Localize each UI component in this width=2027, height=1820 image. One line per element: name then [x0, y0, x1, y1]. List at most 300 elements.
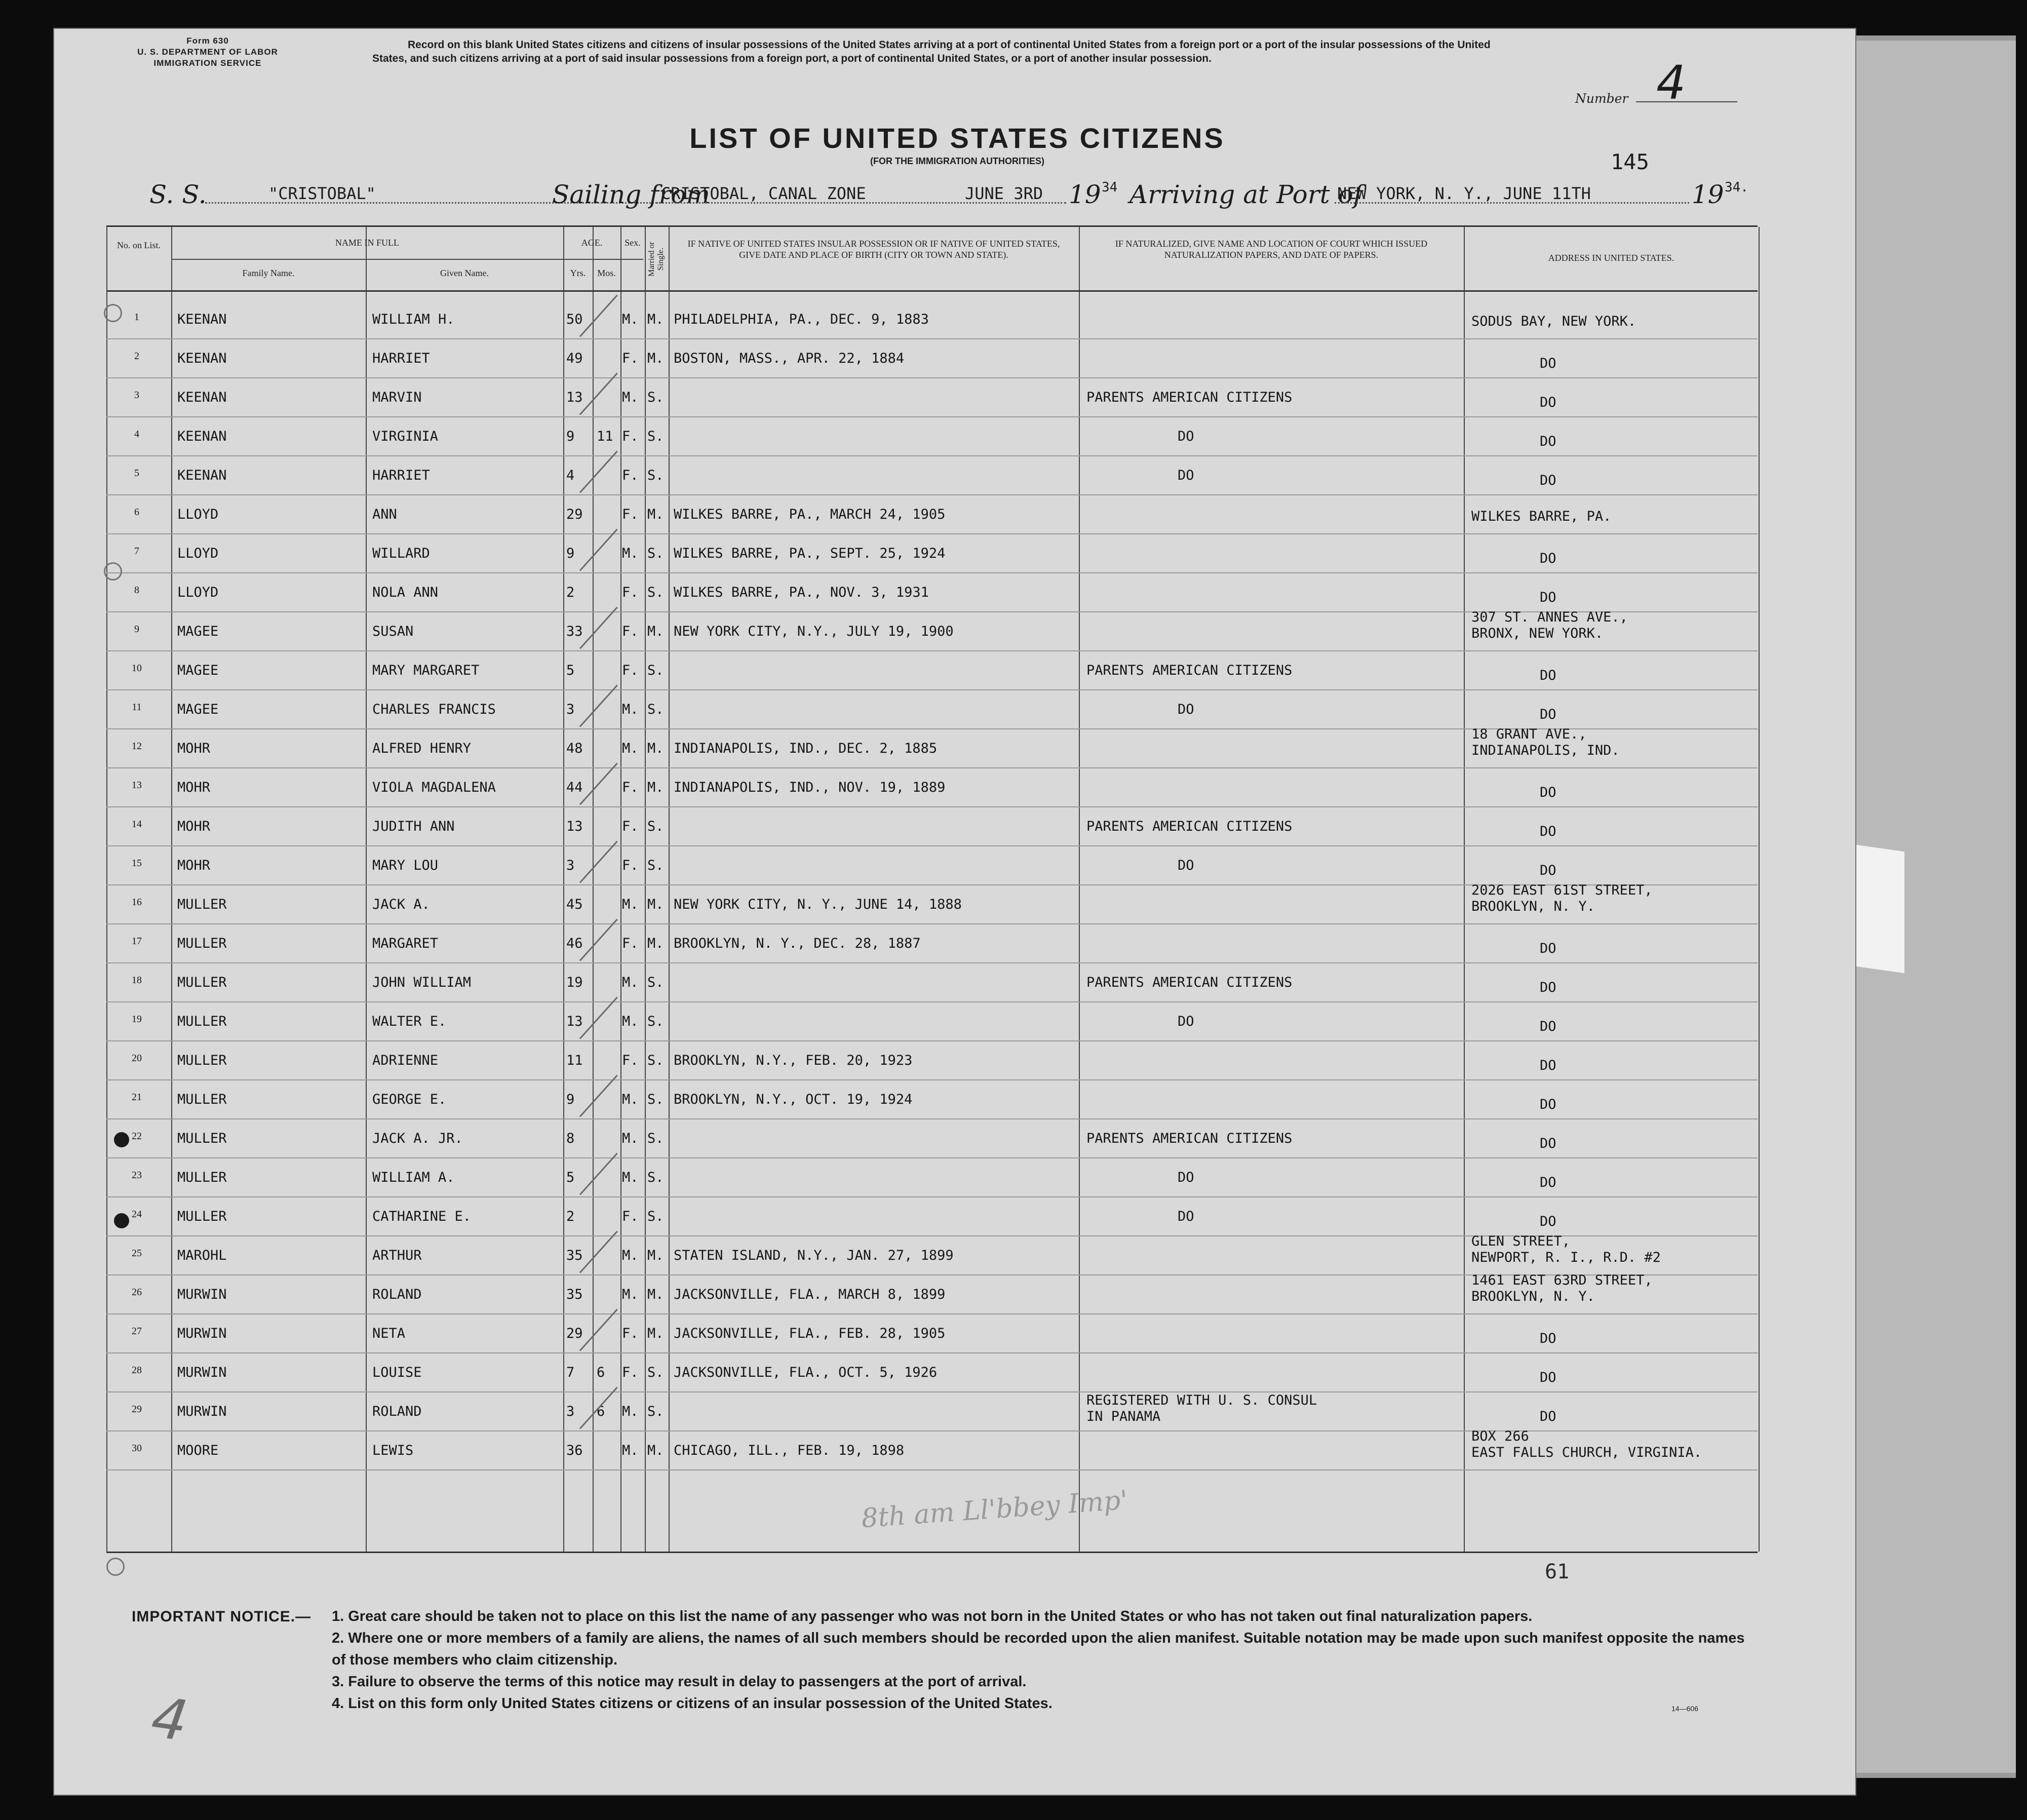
address-line-2: DO — [1540, 824, 1556, 839]
row-number: 15 — [132, 858, 142, 869]
given-name: SUSAN — [372, 624, 414, 639]
arrival-year: 34. — [1725, 180, 1748, 195]
footer-code: 14—606 — [1671, 1705, 1698, 1713]
sex: F. — [622, 1326, 639, 1341]
table-row — [106, 456, 1758, 495]
row-number: 4 — [134, 429, 139, 440]
age-years: 44 — [566, 780, 583, 795]
family-name: MULLER — [177, 1209, 227, 1224]
table-row — [106, 1041, 1758, 1080]
marital-status: S. — [647, 1131, 664, 1146]
sailing-year: 34 — [1102, 180, 1118, 195]
sex: M. — [622, 1404, 639, 1419]
sex: M. — [622, 1014, 639, 1029]
given-name: JUDITH ANN — [372, 819, 455, 834]
given-name: JACK A. — [372, 897, 430, 912]
given-name: WILLARD — [372, 546, 430, 561]
form-service: IMMIGRATION SERVICE — [153, 58, 262, 68]
given-name: CATHARINE E. — [372, 1209, 472, 1224]
row-number: 26 — [132, 1287, 142, 1298]
naturalization: REGISTERED WITH U. S. CONSUL — [1086, 1392, 1317, 1408]
naturalization-line-2: IN PANAMA — [1086, 1409, 1161, 1424]
sex: M. — [622, 1092, 639, 1107]
given-name: HARRIET — [372, 351, 430, 366]
row-number: 14 — [132, 819, 142, 830]
table-row — [106, 1080, 1758, 1119]
check-mark — [579, 1075, 618, 1117]
row-number: 29 — [132, 1404, 142, 1415]
family-name: MULLER — [177, 897, 227, 912]
table-row — [106, 378, 1758, 417]
marital-status: S. — [647, 468, 664, 483]
address-line-2: DO — [1540, 863, 1556, 878]
arrival-year-prefix: 19 — [1692, 180, 1724, 209]
age-years: 50 — [566, 312, 583, 327]
birth-place-date: NEW YORK CITY, N.Y., JULY 19, 1900 — [674, 624, 954, 639]
row-number: 8 — [134, 585, 139, 596]
address-line-2: DO — [1540, 356, 1556, 371]
family-name: KEENAN — [177, 468, 227, 483]
birth-place-date: BOSTON, MASS., APR. 22, 1884 — [674, 351, 905, 366]
address-line-2: DO — [1540, 1370, 1556, 1385]
sex: F. — [622, 663, 639, 678]
given-name: NOLA ANN — [372, 585, 439, 600]
table-row — [106, 1158, 1758, 1197]
header-married: Married or Single. — [647, 242, 665, 277]
table-row — [106, 882, 1758, 924]
row-number: 30 — [132, 1443, 142, 1454]
family-name: MULLER — [177, 975, 227, 990]
row-number: 27 — [132, 1326, 142, 1337]
table-row — [106, 1314, 1758, 1353]
table-row — [106, 1428, 1758, 1470]
address-line-1: 2026 EAST 61ST STREET, — [1471, 882, 1653, 898]
family-name: MAROHL — [177, 1248, 227, 1263]
age-years: 35 — [566, 1248, 583, 1263]
header-family-name: Family Name. — [242, 268, 295, 278]
check-mark — [579, 295, 618, 337]
passenger-table — [106, 225, 1758, 1553]
row-number: 5 — [134, 468, 139, 479]
given-name: LOUISE — [372, 1365, 422, 1380]
marital-status: M. — [647, 1326, 664, 1341]
address-line-2: BROOKLYN, N. Y. — [1471, 899, 1595, 914]
naturalization: DO — [1178, 702, 1194, 717]
age-years: 36 — [566, 1443, 583, 1458]
address-line-1: 18 GRANT AVE., — [1471, 726, 1587, 742]
header-naturalized: IF NATURALIZED, GIVE NAME AND LOCATION OF COURT WHICH ISSUED NATURALIZATION PAPERS, AND DATE OF PAPERS. — [1115, 239, 1428, 260]
address-line-2: DO — [1540, 1214, 1556, 1229]
birth-place-date: WILKES BARRE, PA., SEPT. 25, 1924 — [674, 546, 946, 561]
age-years: 13 — [566, 819, 583, 834]
sailing-date: JUNE 3RD — [965, 184, 1043, 203]
family-name: MULLER — [177, 1053, 227, 1068]
given-name: JACK A. JR. — [372, 1131, 463, 1146]
family-name: MAGEE — [177, 702, 219, 717]
row-number: 19 — [132, 1014, 142, 1025]
marital-status: S. — [647, 1092, 664, 1107]
family-name: MURWIN — [177, 1365, 227, 1380]
address-line-2: DO — [1540, 785, 1556, 800]
margin-mark: 4 — [147, 1684, 192, 1754]
row-number: 18 — [132, 975, 142, 986]
notice-item-2: 2. Where one or more members of a family are aliens, the names of all such members should be recorded upon the alien manifest. Suitable notation may be made upon such manifest opposite the names of those members who claim citizenship. — [332, 1630, 1745, 1668]
address-line-2: DO — [1540, 941, 1556, 956]
marital-status: M. — [647, 351, 664, 366]
address-line-2: NEWPORT, R. I., R.D. #2 — [1471, 1250, 1661, 1265]
marital-status: S. — [647, 390, 664, 405]
sex: F. — [622, 507, 639, 522]
marital-status: S. — [647, 1053, 664, 1068]
marital-status: S. — [647, 546, 664, 561]
sex: F. — [622, 585, 639, 600]
table-row — [106, 846, 1758, 885]
table-row — [106, 1197, 1758, 1236]
birth-place-date: WILKES BARRE, PA., MARCH 24, 1905 — [674, 507, 946, 522]
ship-name: "CRISTOBAL" — [268, 184, 376, 203]
family-name: LLOYD — [177, 546, 219, 561]
given-name: JOHN WILLIAM — [372, 975, 472, 990]
marital-status: M. — [647, 780, 664, 795]
table-row — [106, 495, 1758, 534]
marital-status: S. — [647, 1365, 664, 1380]
sex: F. — [622, 351, 639, 366]
sex: M. — [622, 975, 639, 990]
age-years: 49 — [566, 351, 583, 366]
family-name: MULLER — [177, 1014, 227, 1029]
marital-status: S. — [647, 819, 664, 834]
table-row — [106, 609, 1758, 651]
check-mark — [579, 841, 618, 883]
age-years: 2 — [566, 1209, 575, 1224]
naturalization: PARENTS AMERICAN CITIZENS — [1086, 819, 1293, 834]
given-name: ROLAND — [372, 1404, 422, 1419]
birth-place-date: INDIANAPOLIS, IND., DEC. 2, 1885 — [674, 741, 938, 756]
row-number: 7 — [134, 546, 139, 557]
birth-place-date: JACKSONVILLE, FLA., OCT. 5, 1926 — [674, 1365, 938, 1380]
row-number: 2 — [134, 351, 139, 362]
age-years: 5 — [566, 663, 575, 678]
address-line-2: WILKES BARRE, PA. — [1471, 509, 1612, 524]
naturalization: PARENTS AMERICAN CITIZENS — [1086, 1131, 1293, 1146]
check-mark — [579, 1387, 618, 1429]
sex: M. — [622, 741, 639, 756]
sex: M. — [622, 1443, 639, 1458]
age-years: 3 — [566, 702, 575, 717]
birth-place-date: PHILADELPHIA, PA., DEC. 9, 1883 — [674, 312, 929, 327]
marital-status: S. — [647, 975, 664, 990]
address-line-2: DO — [1540, 551, 1556, 566]
sex: M. — [622, 1287, 639, 1302]
check-mark — [579, 1231, 618, 1273]
sex: M. — [622, 1248, 639, 1263]
given-name: HARRIET — [372, 468, 430, 483]
address-line-2: EAST FALLS CHURCH, VIRGINIA. — [1471, 1445, 1702, 1460]
sex: F. — [622, 624, 639, 639]
table-row — [106, 726, 1758, 768]
table-row — [106, 300, 1758, 339]
notice-heading: IMPORTANT NOTICE.— — [132, 1608, 311, 1625]
header-mos: Mos. — [597, 268, 616, 278]
voyage-line — [149, 180, 1770, 215]
marital-status: M. — [647, 624, 664, 639]
address-line-2: DO — [1540, 1136, 1556, 1151]
header-address: ADDRESS IN UNITED STATES. — [1548, 253, 1674, 263]
given-name: LEWIS — [372, 1443, 414, 1458]
age-months: 6 — [597, 1365, 605, 1380]
table-row — [106, 1119, 1758, 1158]
family-name: LLOYD — [177, 507, 219, 522]
marital-status: S. — [647, 702, 664, 717]
given-name: MARY LOU — [372, 858, 439, 873]
form-number: Form 630 — [186, 36, 229, 46]
family-name: MOHR — [177, 741, 211, 756]
arriving-label: Arriving at Port of — [1129, 180, 1363, 209]
marital-status: M. — [647, 1287, 664, 1302]
age-years: 29 — [566, 1326, 583, 1341]
age-months: 6 — [597, 1404, 605, 1419]
check-mark — [579, 373, 618, 415]
row-number: 23 — [132, 1170, 142, 1181]
check-mark — [579, 919, 618, 961]
sex: M. — [622, 702, 639, 717]
sex: M. — [622, 897, 639, 912]
address-line-2: DO — [1540, 434, 1556, 449]
notice-item-3: 3. Failure to observe the terms of this notice may result in delay to passengers at the port of arrival. — [332, 1674, 1027, 1690]
marital-status: M. — [647, 507, 664, 522]
family-name: MULLER — [177, 936, 227, 951]
marital-status: S. — [647, 663, 664, 678]
marital-status: M. — [647, 741, 664, 756]
birth-place-date: STATEN ISLAND, N.Y., JAN. 27, 1899 — [674, 1248, 954, 1263]
birth-place-date: JACKSONVILLE, FLA., FEB. 28, 1905 — [674, 1326, 946, 1341]
address-line-2: BRONX, NEW YORK. — [1471, 626, 1604, 641]
punch-ring — [106, 1558, 125, 1576]
check-mark — [579, 451, 618, 493]
stamp-number: 61 — [1545, 1560, 1570, 1583]
marital-status: S. — [647, 1170, 664, 1185]
check-mark — [579, 1153, 618, 1195]
table-row — [106, 690, 1758, 729]
header-no: No. on List. — [116, 240, 161, 250]
row-number: 10 — [132, 663, 142, 674]
age-years: 48 — [566, 741, 583, 756]
given-name: MARY MARGARET — [372, 663, 480, 678]
pencil-annotation: 8th am Ll'bbey Imp' — [860, 1485, 1129, 1534]
row-number: 11 — [132, 702, 142, 713]
age-years: 13 — [566, 1014, 583, 1029]
birth-place-date: WILKES BARRE, PA., NOV. 3, 1931 — [674, 585, 929, 600]
sailing-year-prefix: 19 — [1069, 180, 1101, 209]
arriving-port: NEW YORK, N. Y., JUNE 11TH — [1337, 184, 1591, 203]
given-name: MARGARET — [372, 936, 439, 951]
check-mark — [579, 607, 618, 649]
row-number: 21 — [132, 1092, 142, 1103]
form-department: U. S. DEPARTMENT OF LABOR — [137, 47, 278, 57]
family-name: LLOYD — [177, 585, 219, 600]
given-name: ROLAND — [372, 1287, 422, 1302]
family-name: MOHR — [177, 780, 211, 795]
address-line-2: DO — [1540, 980, 1556, 995]
birth-place-date: BROOKLYN, N.Y., OCT. 19, 1924 — [674, 1092, 913, 1107]
naturalization: PARENTS AMERICAN CITIZENS — [1086, 663, 1293, 678]
naturalization: PARENTS AMERICAN CITIZENS — [1086, 975, 1293, 990]
sex: M. — [622, 312, 639, 327]
address-line-2: DO — [1540, 395, 1556, 410]
address-line-2: DO — [1540, 1019, 1556, 1034]
family-name: MURWIN — [177, 1404, 227, 1419]
sex: F. — [622, 429, 639, 444]
family-name: KEENAN — [177, 390, 227, 405]
marital-status: S. — [647, 1404, 664, 1419]
marital-status: M. — [647, 936, 664, 951]
table-row — [106, 1353, 1758, 1392]
marital-status: S. — [647, 1209, 664, 1224]
naturalization: DO — [1178, 468, 1194, 483]
family-name: MURWIN — [177, 1326, 227, 1341]
marital-status: M. — [647, 897, 664, 912]
age-years: 46 — [566, 936, 583, 951]
address-line-1: 1461 EAST 63RD STREET, — [1471, 1272, 1653, 1288]
given-name: ADRIENNE — [372, 1053, 439, 1068]
check-mark — [579, 763, 618, 805]
table-row — [106, 1002, 1758, 1041]
header-name-in-full: NAME IN FULL — [335, 238, 399, 248]
check-mark — [579, 685, 618, 727]
family-name: MAGEE — [177, 663, 219, 678]
marital-status: M. — [647, 312, 664, 327]
age-years: 3 — [566, 858, 575, 873]
sex: F. — [622, 1365, 639, 1380]
row-number: 12 — [132, 741, 142, 752]
form-identifier — [101, 35, 314, 69]
sex: F. — [622, 780, 639, 795]
birth-place-date: NEW YORK CITY, N. Y., JUNE 14, 1888 — [674, 897, 962, 912]
notice-item-4: 4. List on this form only United States citizens or citizens of an insular possession of the United States. — [332, 1695, 1053, 1712]
age-months: 11 — [597, 429, 613, 444]
address-line-1: 307 ST. ANNES AVE., — [1471, 609, 1628, 625]
punch-hole — [114, 1213, 129, 1228]
punch-ring — [104, 304, 122, 322]
table-row — [106, 924, 1758, 963]
number-underline — [1636, 101, 1737, 102]
given-name: ARTHUR — [372, 1248, 422, 1263]
address-line-2: INDIANAPOLIS, IND. — [1471, 743, 1620, 758]
family-name: MOORE — [177, 1443, 219, 1458]
list-number: 4 — [1656, 56, 1686, 110]
row-number: 3 — [134, 390, 139, 401]
table-row — [106, 807, 1758, 846]
age-years: 4 — [566, 468, 575, 483]
notice-item-1: 1. Great care should be taken not to place on this list the name of any passenger who was not born in the United States or who has not taken out final naturalization papers. — [332, 1608, 1533, 1624]
age-years: 9 — [566, 546, 575, 561]
check-mark — [579, 1309, 618, 1351]
header-sex: Sex. — [625, 238, 641, 248]
table-row — [106, 534, 1758, 573]
birth-place-date: JACKSONVILLE, FLA., MARCH 8, 1899 — [674, 1287, 946, 1302]
row-number: 17 — [132, 936, 142, 947]
table-row — [106, 1272, 1758, 1314]
table-row — [106, 1392, 1758, 1431]
number-label: Number — [1575, 91, 1628, 106]
row-number: 20 — [132, 1053, 142, 1064]
page-title: LIST OF UNITED STATES CITIZENS — [689, 122, 1225, 154]
given-name: WILLIAM A. — [372, 1170, 455, 1185]
given-name: VIRGINIA — [372, 429, 439, 444]
age-years: 9 — [566, 1092, 575, 1107]
marital-status: S. — [647, 429, 664, 444]
sex: F. — [622, 819, 639, 834]
naturalization: DO — [1178, 1014, 1194, 1029]
family-name: MURWIN — [177, 1287, 227, 1302]
naturalization: DO — [1178, 1170, 1194, 1185]
family-name: KEENAN — [177, 429, 227, 444]
age-years: 13 — [566, 390, 583, 405]
sex: M. — [622, 390, 639, 405]
marital-status: M. — [647, 1443, 664, 1458]
given-name: ALFRED HENRY — [372, 741, 472, 756]
marital-status: S. — [647, 1014, 664, 1029]
preamble-text: Record on this blank United States citizens and citizens of insular possessions of the United States arriving at a port of continental United States from a foreign port or a port of the insular possessions of the United States, and such citizens arriving at a port of said insular possessions from a foreign port, a port of continental United States, or a port of another insular possession. — [372, 39, 1491, 64]
row-number: 25 — [132, 1248, 142, 1259]
given-name: CHARLES FRANCIS — [372, 702, 496, 717]
naturalization: PARENTS AMERICAN CITIZENS — [1086, 390, 1293, 405]
address-line-2: DO — [1540, 1331, 1556, 1346]
address-line-2: DO — [1540, 1409, 1556, 1424]
sailing-from: CRISTOBAL, CANAL ZONE — [661, 184, 866, 203]
age-years: 2 — [566, 585, 575, 600]
punch-ring — [104, 562, 122, 580]
header-yrs: Yrs. — [570, 268, 586, 278]
page-subtitle: (FOR THE IMMIGRATION AUTHORITIES) — [870, 156, 1044, 166]
family-name: MULLER — [177, 1170, 227, 1185]
given-name: GEORGE E. — [372, 1092, 447, 1107]
table-row — [106, 573, 1758, 612]
address-line-2: DO — [1540, 590, 1556, 605]
ss-label: S. S. — [149, 180, 207, 209]
page-number: 145 — [1611, 149, 1649, 174]
sex: F. — [622, 936, 639, 951]
header-given-name: Given Name. — [440, 268, 489, 278]
check-mark — [579, 529, 618, 571]
family-name: MAGEE — [177, 624, 219, 639]
header-age: AGE. — [581, 238, 603, 248]
check-mark — [579, 997, 618, 1039]
table-row — [106, 339, 1758, 378]
age-years: 29 — [566, 507, 583, 522]
row-number: 28 — [132, 1365, 142, 1376]
table-row — [106, 768, 1758, 807]
birth-place-date: INDIANAPOLIS, IND., NOV. 19, 1889 — [674, 780, 946, 795]
age-years: 7 — [566, 1365, 575, 1380]
given-name: VIOLA MAGDALENA — [372, 780, 496, 795]
given-name: WALTER E. — [372, 1014, 447, 1029]
age-years: 45 — [566, 897, 583, 912]
address-line-1: GLEN STREET, — [1471, 1233, 1571, 1249]
punch-hole — [114, 1132, 129, 1147]
naturalization: DO — [1178, 1209, 1194, 1224]
age-years: 33 — [566, 624, 583, 639]
marital-status: S. — [647, 858, 664, 873]
age-years: 11 — [566, 1053, 583, 1068]
address-line-2: DO — [1540, 1058, 1556, 1073]
row-number: 16 — [132, 897, 142, 908]
given-name: ANN — [372, 507, 397, 522]
sex: F. — [622, 468, 639, 483]
family-name: KEENAN — [177, 351, 227, 366]
given-name: WILLIAM H. — [372, 312, 455, 327]
sex: F. — [622, 1209, 639, 1224]
